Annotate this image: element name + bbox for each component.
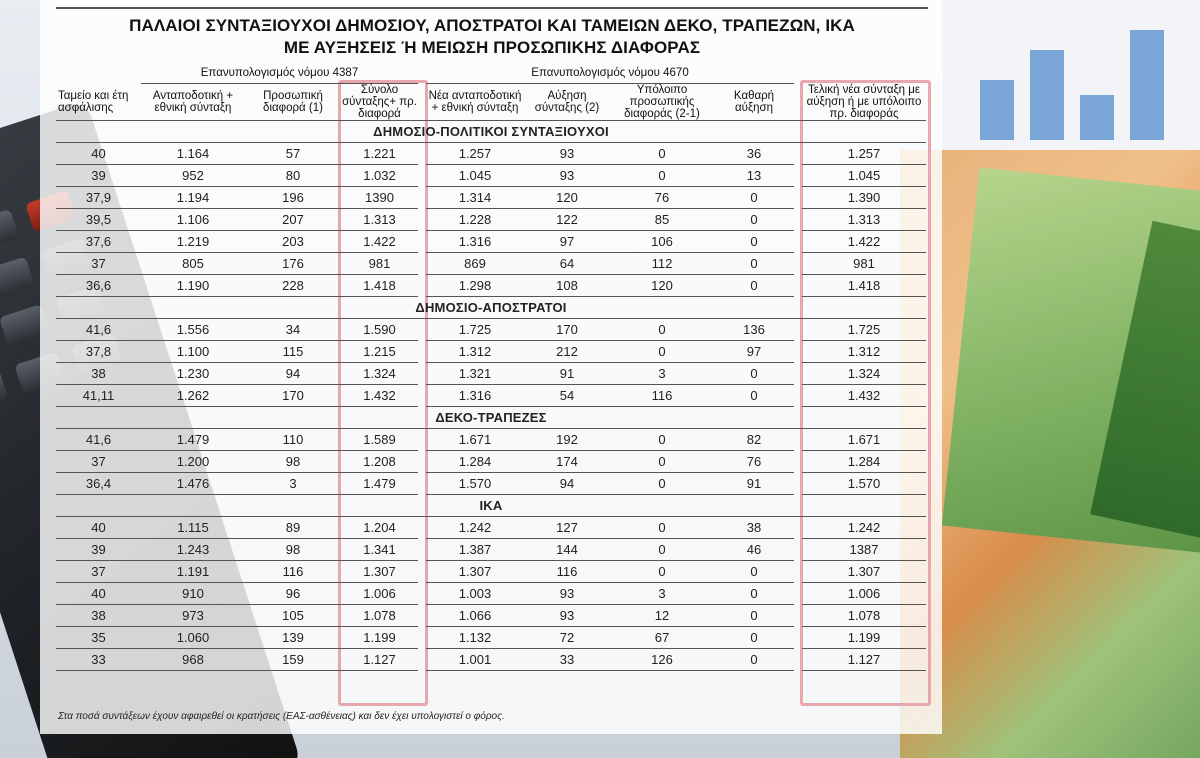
calculator-key: [0, 256, 35, 298]
column-gap: [418, 583, 426, 605]
column-gap: [418, 649, 426, 671]
table-cell: 1.003: [426, 583, 524, 605]
column-gap: [794, 429, 802, 451]
table-cell: 40: [56, 583, 141, 605]
table-cell: 1.132: [426, 627, 524, 649]
table-cell: 1.418: [341, 275, 418, 297]
table-cell: 37,9: [56, 187, 141, 209]
section-heading: ΙΚΑ: [56, 495, 926, 517]
table-cell: 1.242: [802, 517, 926, 539]
table-row: [56, 473, 926, 495]
footnote: Στα ποσά συντάξεων έχουν αφαιρεθεί οι κρατήσεις (ΕΑΣ-ασθένειας) και δεν έχει υπολογιστεί ο φόρος.: [58, 711, 505, 722]
column-gap: [418, 429, 426, 451]
group-label-4387: Επανυπολογισμός νόμου 4387: [141, 62, 418, 84]
table-body: [56, 121, 926, 671]
table-cell: 36,4: [56, 473, 141, 495]
table-row: [56, 583, 926, 605]
table-cell: 33: [56, 649, 141, 671]
table-cell: 96: [245, 583, 341, 605]
column-gap: [418, 517, 426, 539]
column-header: Σύνολο σύνταξης+ πρ. διαφορά: [342, 84, 417, 120]
table-cell: 1.078: [802, 605, 926, 627]
table-row: [56, 627, 926, 649]
table-cell: 91: [524, 363, 610, 385]
table-cell: 981: [802, 253, 926, 275]
table-row: [56, 429, 926, 451]
table-cell: 1.418: [802, 275, 926, 297]
table-row: [56, 319, 926, 341]
table-cell: 72: [524, 627, 610, 649]
table-cell: 192: [524, 429, 610, 451]
table-cell: 1.219: [141, 231, 245, 253]
table-cell: 1390: [341, 187, 418, 209]
column-gap: [418, 187, 426, 209]
page-subtitle: ΜΕ ΑΥΞΗΣΕΙΣ Ή ΜΕΙΩΣΗ ΠΡΟΣΩΠΙΚΗΣ ΔΙΑΦΟΡΑΣ: [283, 38, 701, 57]
table-cell: 37: [56, 561, 141, 583]
table-cell: 1.221: [341, 143, 418, 165]
table-cell: 38: [56, 363, 141, 385]
group-header-row: [56, 62, 926, 84]
table-cell: 174: [524, 451, 610, 473]
column-gap: [794, 209, 802, 231]
table-cell: 973: [141, 605, 245, 627]
table-cell: 3: [610, 583, 714, 605]
table-cell: 1.298: [426, 275, 524, 297]
table-cell: 1.060: [141, 627, 245, 649]
table-cell: 116: [610, 385, 714, 407]
column-gap: [794, 363, 802, 385]
pension-table: [56, 62, 926, 671]
table-cell: 38: [714, 517, 794, 539]
table-cell: 37,8: [56, 341, 141, 363]
background-bar-chart: [940, 0, 1200, 150]
table-cell: 93: [524, 165, 610, 187]
table-cell: 136: [714, 319, 794, 341]
table-cell: 94: [524, 473, 610, 495]
table-cell: 170: [524, 319, 610, 341]
table-row: [56, 187, 926, 209]
table-cell: 869: [426, 253, 524, 275]
table-cell: 0: [714, 627, 794, 649]
table-cell: 1.191: [141, 561, 245, 583]
table-cell: 0: [714, 561, 794, 583]
table-cell: 1.215: [341, 341, 418, 363]
column-gap: [794, 341, 802, 363]
table-cell: 952: [141, 165, 245, 187]
column-header: Ταμείο και έτη ασφάλισης: [56, 84, 141, 121]
table-cell: 39: [56, 539, 141, 561]
table-cell: 40: [56, 517, 141, 539]
table-cell: 33: [524, 649, 610, 671]
column-gap: [794, 385, 802, 407]
table-cell: 1.194: [141, 187, 245, 209]
table-cell: 1.006: [341, 583, 418, 605]
table-cell: 1.006: [802, 583, 926, 605]
background-bar: [1030, 50, 1064, 140]
table-cell: 196: [245, 187, 341, 209]
column-gap: [418, 605, 426, 627]
table-cell: 36,6: [56, 275, 141, 297]
table-cell: 126: [610, 649, 714, 671]
table-cell: 105: [245, 605, 341, 627]
column-gap: [418, 341, 426, 363]
table-row: [56, 517, 926, 539]
table-cell: 1.556: [141, 319, 245, 341]
table-cell: 97: [714, 341, 794, 363]
section-row: [56, 495, 926, 517]
table-cell: 1387: [802, 539, 926, 561]
table-cell: 85: [610, 209, 714, 231]
table-cell: 12: [610, 605, 714, 627]
table-row: [56, 539, 926, 561]
table-cell: 0: [714, 385, 794, 407]
table-cell: 1.479: [141, 429, 245, 451]
column-gap: [794, 517, 802, 539]
table-row: [56, 341, 926, 363]
column-gap: [794, 319, 802, 341]
table-cell: 1.045: [426, 165, 524, 187]
table-cell: 120: [524, 187, 610, 209]
table-cell: 54: [524, 385, 610, 407]
table-cell: 0: [714, 649, 794, 671]
table-cell: 1.316: [426, 385, 524, 407]
table-cell: 1.307: [426, 561, 524, 583]
column-gap: [794, 605, 802, 627]
table-cell: 1.257: [802, 143, 926, 165]
table-cell: 38: [56, 605, 141, 627]
table-cell: 1.312: [426, 341, 524, 363]
table-cell: 1.100: [141, 341, 245, 363]
table-cell: 1.570: [426, 473, 524, 495]
column-header: Ανταποδοτική + εθνική σύνταξη: [141, 84, 245, 121]
column-gap: [418, 209, 426, 231]
table-cell: 0: [714, 187, 794, 209]
page-title: ΠΑΛΑΙΟΙ ΣΥΝΤΑΞΙΟΥΧΟΙ ΔΗΜΟΣΙΟΥ, ΑΠΟΣΤΡΑΤΟΙ ΚΑΙ ΤΑΜΕΙΩΝ ΔΕΚΟ, ΤΡΑΠΕΖΩΝ, ΙΚΑ: [129, 16, 855, 35]
table-cell: 139: [245, 627, 341, 649]
table-cell: 1.127: [341, 649, 418, 671]
table-cell: 93: [524, 143, 610, 165]
table-row: [56, 561, 926, 583]
column-gap: [418, 253, 426, 275]
table-cell: 207: [245, 209, 341, 231]
table-cell: 1.243: [141, 539, 245, 561]
table-cell: 1.387: [426, 539, 524, 561]
table-cell: 1.257: [426, 143, 524, 165]
table-row: [56, 451, 926, 473]
table-cell: 1.307: [341, 561, 418, 583]
table-cell: 116: [524, 561, 610, 583]
table-cell: 1.204: [341, 517, 418, 539]
column-gap: [794, 187, 802, 209]
table-cell: 127: [524, 517, 610, 539]
table-cell: 1.432: [802, 385, 926, 407]
table-cell: 112: [610, 253, 714, 275]
table-cell: 0: [610, 341, 714, 363]
table-cell: 3: [245, 473, 341, 495]
section-heading: ΔΕΚΟ-ΤΡΑΠΕΖΕΣ: [56, 407, 926, 429]
table-row: [56, 275, 926, 297]
column-gap: [794, 649, 802, 671]
column-gap: [794, 253, 802, 275]
table-cell: 0: [610, 451, 714, 473]
table-cell: 76: [714, 451, 794, 473]
table-cell: 0: [610, 517, 714, 539]
table-row: [56, 385, 926, 407]
column-gap: [418, 451, 426, 473]
table-cell: 1.199: [802, 627, 926, 649]
background-bar: [1130, 30, 1164, 140]
table-cell: 0: [714, 605, 794, 627]
table-cell: 1.199: [341, 627, 418, 649]
table-cell: 36: [714, 143, 794, 165]
table-cell: 1.590: [341, 319, 418, 341]
table-cell: 98: [245, 539, 341, 561]
table-cell: 67: [610, 627, 714, 649]
table-row: [56, 165, 926, 187]
table-row: [56, 231, 926, 253]
table-cell: 1.422: [802, 231, 926, 253]
table-cell: 1.390: [802, 187, 926, 209]
column-gap: [418, 275, 426, 297]
table-cell: 1.045: [802, 165, 926, 187]
table-cell: 1.284: [802, 451, 926, 473]
column-gap: [794, 627, 802, 649]
table-cell: 93: [524, 583, 610, 605]
column-gap: [418, 143, 426, 165]
table-cell: 80: [245, 165, 341, 187]
table-cell: 1.307: [802, 561, 926, 583]
table-cell: 0: [714, 583, 794, 605]
table-cell: 1.313: [341, 209, 418, 231]
table-cell: 0: [610, 473, 714, 495]
table-cell: 144: [524, 539, 610, 561]
table-cell: 39,5: [56, 209, 141, 231]
table-cell: 1.001: [426, 649, 524, 671]
table-cell: 159: [245, 649, 341, 671]
table-cell: 0: [610, 165, 714, 187]
table-cell: 170: [245, 385, 341, 407]
table-cell: 1.725: [802, 319, 926, 341]
table-cell: 910: [141, 583, 245, 605]
table-cell: 82: [714, 429, 794, 451]
column-header-row: [56, 84, 926, 121]
table-cell: 57: [245, 143, 341, 165]
column-gap: [418, 473, 426, 495]
group-label-4670: Επανυπολογισμός νόμου 4670: [426, 62, 794, 84]
column-gap: [418, 627, 426, 649]
table-cell: 1.476: [141, 473, 245, 495]
column-gap: [418, 561, 426, 583]
table-cell: 1.314: [426, 187, 524, 209]
table-cell: 1.422: [341, 231, 418, 253]
table-cell: 94: [245, 363, 341, 385]
table-cell: 41,6: [56, 319, 141, 341]
section-row: [56, 407, 926, 429]
column-gap: [794, 473, 802, 495]
table-cell: 1.164: [141, 143, 245, 165]
table-row: [56, 363, 926, 385]
background-bar: [980, 80, 1014, 140]
table-cell: 1.115: [141, 517, 245, 539]
column-gap: [794, 451, 802, 473]
table-cell: 40: [56, 143, 141, 165]
table-cell: 1.066: [426, 605, 524, 627]
table-cell: 1.671: [426, 429, 524, 451]
table-row: [56, 143, 926, 165]
column-gap: [418, 165, 426, 187]
table-cell: 1.262: [141, 385, 245, 407]
table-cell: 0: [714, 253, 794, 275]
table-cell: 1.321: [426, 363, 524, 385]
calculator-key: [0, 209, 19, 251]
table-cell: 1.324: [341, 363, 418, 385]
column-gap: [418, 319, 426, 341]
table-cell: 1.208: [341, 451, 418, 473]
column-gap: [794, 275, 802, 297]
table-cell: 93: [524, 605, 610, 627]
table-cell: 0: [714, 231, 794, 253]
table-row: [56, 605, 926, 627]
table-cell: 106: [610, 231, 714, 253]
table-row: [56, 253, 926, 275]
table-cell: 228: [245, 275, 341, 297]
table-cell: 1.589: [341, 429, 418, 451]
section-row: [56, 121, 926, 143]
column-header: Τελική νέα σύνταξη με αύξηση ή με υπόλοιπο πρ. διαφοράς: [802, 84, 926, 121]
table-cell: 64: [524, 253, 610, 275]
table-cell: 0: [610, 143, 714, 165]
table-cell: 176: [245, 253, 341, 275]
table-cell: 805: [141, 253, 245, 275]
table-cell: 1.671: [802, 429, 926, 451]
table-cell: 0: [610, 319, 714, 341]
table-cell: 122: [524, 209, 610, 231]
table-cell: 1.032: [341, 165, 418, 187]
table-cell: 1.324: [802, 363, 926, 385]
table-row: [56, 209, 926, 231]
table-cell: 1.284: [426, 451, 524, 473]
table-cell: 1.228: [426, 209, 524, 231]
table-cell: 3: [610, 363, 714, 385]
table-cell: 37: [56, 253, 141, 275]
table-cell: 1.570: [802, 473, 926, 495]
column-header: Νέα ανταποδοτική + εθνική σύνταξη: [426, 84, 524, 121]
column-gap: [418, 231, 426, 253]
column-gap: [794, 561, 802, 583]
calculator-key: [0, 370, 8, 412]
top-rule: [56, 7, 928, 9]
table-cell: 1.230: [141, 363, 245, 385]
table-cell: 46: [714, 539, 794, 561]
table-cell: 1.316: [426, 231, 524, 253]
table-cell: 0: [714, 363, 794, 385]
table-cell: 39: [56, 165, 141, 187]
table-cell: 98: [245, 451, 341, 473]
table-cell: 212: [524, 341, 610, 363]
column-header: Αύξηση σύνταξης (2): [524, 84, 610, 121]
table-row: [56, 649, 926, 671]
table-cell: 0: [610, 561, 714, 583]
table-cell: 1.313: [802, 209, 926, 231]
table-cell: 76: [610, 187, 714, 209]
table-cell: 0: [714, 275, 794, 297]
table-cell: 115: [245, 341, 341, 363]
table-cell: 37,6: [56, 231, 141, 253]
table-cell: 1.200: [141, 451, 245, 473]
section-heading: ΔΗΜΟΣΙΟ-ΑΠΟΣΤΡΑΤΟΙ: [56, 297, 926, 319]
table-cell: 0: [714, 209, 794, 231]
table-cell: 116: [245, 561, 341, 583]
table-cell: 1.725: [426, 319, 524, 341]
table-cell: 1.312: [802, 341, 926, 363]
table-cell: 35: [56, 627, 141, 649]
table-cell: 968: [141, 649, 245, 671]
section-row: [56, 297, 926, 319]
table-cell: 110: [245, 429, 341, 451]
background-bar: [1080, 95, 1114, 140]
table-cell: 1.106: [141, 209, 245, 231]
column-gap: [794, 165, 802, 187]
table-cell: 1.078: [341, 605, 418, 627]
table-cell: 97: [524, 231, 610, 253]
column-gap: [418, 363, 426, 385]
table-cell: 981: [341, 253, 418, 275]
table-cell: 34: [245, 319, 341, 341]
column-gap: [418, 385, 426, 407]
table-cell: 1.190: [141, 275, 245, 297]
table-cell: 41,6: [56, 429, 141, 451]
table-cell: 1.242: [426, 517, 524, 539]
table-cell: 1.341: [341, 539, 418, 561]
table-cell: 13: [714, 165, 794, 187]
table-cell: 91: [714, 473, 794, 495]
table-cell: 37: [56, 451, 141, 473]
column-header: Καθαρή αύξηση: [714, 84, 794, 121]
column-gap: [794, 583, 802, 605]
table-cell: 1.432: [341, 385, 418, 407]
column-header: Υπόλοιπο προσωπικής διαφοράς (2-1): [610, 84, 714, 121]
table-cell: 1.479: [341, 473, 418, 495]
table-cell: 89: [245, 517, 341, 539]
table-cell: 0: [610, 539, 714, 561]
section-heading: ΔΗΜΟΣΙΟ-ΠΟΛΙΤΙΚΟΙ ΣΥΝΤΑΞΙΟΥΧΟΙ: [56, 121, 926, 143]
table-cell: 203: [245, 231, 341, 253]
column-gap: [794, 231, 802, 253]
column-gap: [794, 539, 802, 561]
table-cell: 1.127: [802, 649, 926, 671]
column-gap: [794, 143, 802, 165]
table-cell: 108: [524, 275, 610, 297]
column-header: Προσωπική διαφορά (1): [245, 84, 341, 121]
table-cell: 0: [610, 429, 714, 451]
table-cell: 41,11: [56, 385, 141, 407]
table-cell: 120: [610, 275, 714, 297]
column-gap: [418, 539, 426, 561]
